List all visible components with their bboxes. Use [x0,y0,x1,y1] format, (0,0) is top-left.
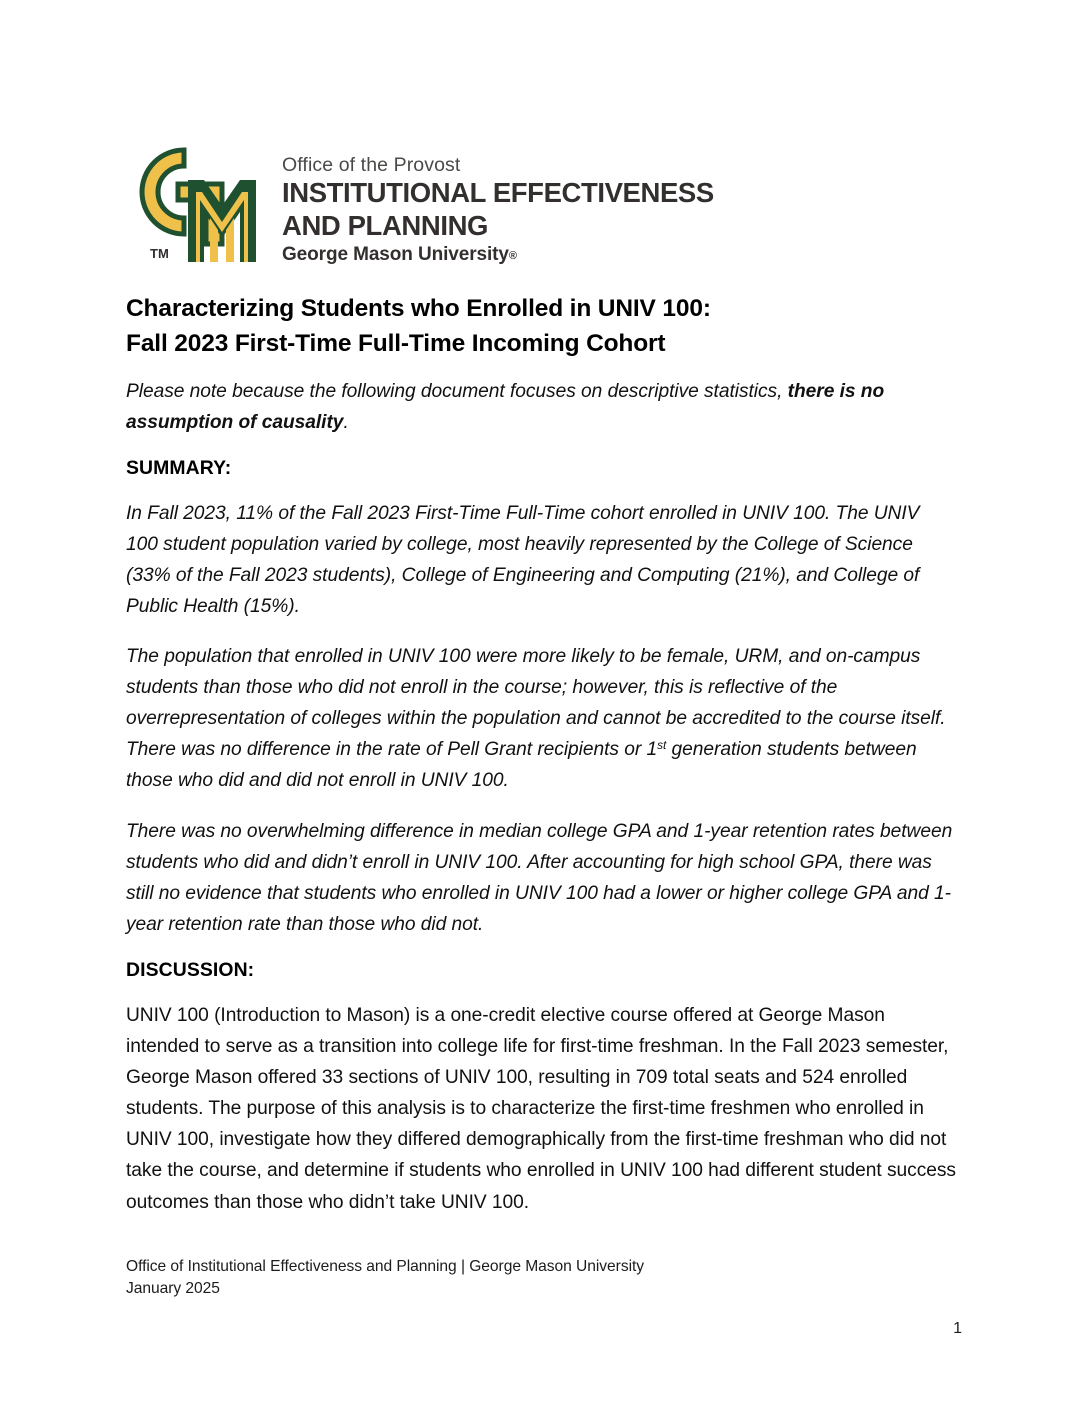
footer-date-line: January 2025 [126,1279,220,1297]
logo-university-line [282,244,714,267]
causality-note-tail: . [343,411,349,433]
page-title-line-1: Characterizing Students who Enrolled in UNIV 100: [126,295,711,322]
logo-wordmark [282,140,714,267]
document-body [126,291,956,1237]
page-title [126,291,956,362]
logo-main-line-2: AND PLANNING [282,209,489,241]
logo-main-line-1: INSTITUTIONAL EFFECTIVENESS [282,177,714,209]
summary-heading: SUMMARY: [126,456,232,479]
ordinal-suffix: st [657,738,667,753]
summary-paragraph-2-after: generation students between those who did and did not enroll in UNIV 100. [126,739,917,792]
footer-office-line: Office of Institutional Effectiveness and Planning | George Mason University [126,1258,645,1275]
summary-paragraph-3: There was no overwhelming difference in median college GPA and 1-year retention rates between students who did and didn’t enroll in UNIV 100. After accounting for high school GPA, there was still no evidence that students who enrolled in UNIV 100 had a lower or higher college GPA and 1-year retention rate than those who did not. [126,820,953,935]
discussion-heading: DISCUSSION: [126,958,255,981]
discussion-paragraph: UNIV 100 (Introduction to Mason) is a one-credit elective course offered at George Mason intended to serve as a transition into college life for first-time freshman. In the Fall 2023 semester, George Mason offered 33 sections of UNIV 100, resulting in 709 total seats and 524 enrolled students. The purpose of this analysis is to characterize the first-time freshmen who enrolled in UNIV 100, investigate how they differed demographically from the first-time freshman who did not take the course, and determine if students who enrolled in UNIV 100 had different student success outcomes than those who didn’t take UNIV 100. [126,1004,956,1213]
gmu-iep-logo [126,140,726,270]
page-number: 1 [953,1320,962,1337]
logo-provost-line: Office of the Provost [282,154,461,176]
summary-paragraph-2-before: The population that enrolled in UNIV 100 were more likely to be female, URM, and on-campus students than those who did not enroll in the course; however, this is reflective of the overrepresentation of colleges within the population and cannot be accredited to the course itself. There was no difference in the rate of Pell Grant recipients or 1 [126,646,946,761]
causality-note-emphasis: there is no assumption of causality [126,380,885,433]
summary-paragraph-2 [126,641,956,796]
gm-monogram-icon [126,140,274,268]
summary-paragraph-1: In Fall 2023, 11% of the Fall 2023 First-Time Full-Time cohort enrolled in UNIV 100. The UNIV 100 student population varied by college, most heavily represented by the College of Science (33% of the Fall 2023 students), College of Engineering and Computing (21%), and College of Public Health (15%). [126,502,920,617]
logo-university-text: George Mason University [282,244,509,266]
page-title-line-2: Fall 2023 First-Time Full-Time Incoming Cohort [126,330,666,358]
trademark-label: TM [150,246,169,261]
causality-note [126,376,956,438]
causality-note-lead: Please note because the following document focuses on descriptive statistics, [126,380,788,402]
page-footer [126,1256,962,1299]
registered-mark-icon: ® [508,250,517,263]
